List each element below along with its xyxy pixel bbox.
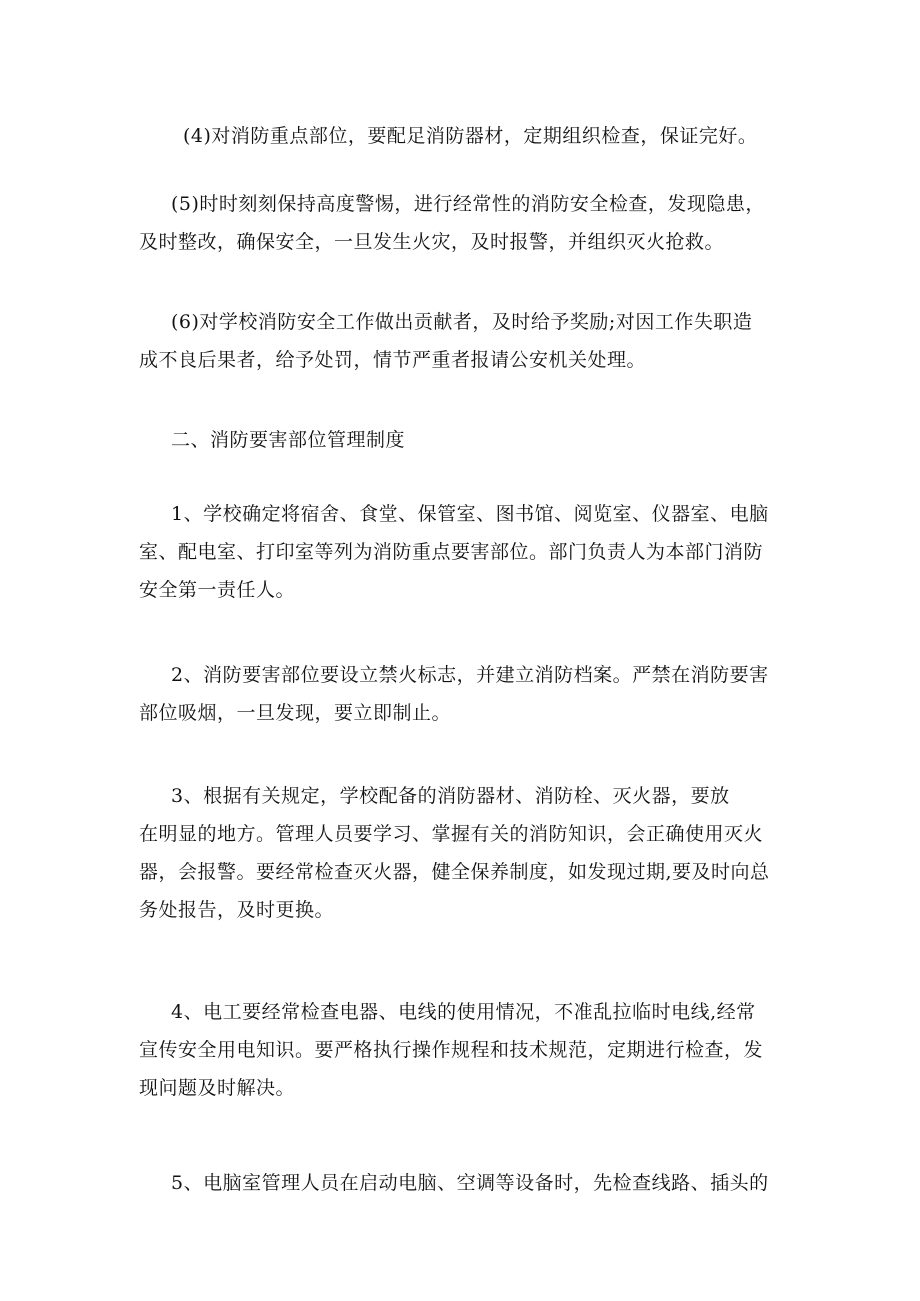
paragraph-item-5 bbox=[139, 185, 799, 261]
paragraph-line: 1、学校确定将宿舍、食堂、保管室、图书馆、阅览室、仪器室、电脑 bbox=[171, 503, 769, 525]
paragraph-line: 3、根据有关规定，学校配备的消防器材、消防栓、灭火器，要放 bbox=[171, 785, 730, 807]
paragraph-line: 安全第一责任人。 bbox=[139, 579, 296, 601]
paragraph-rule-3 bbox=[139, 777, 799, 929]
paragraph-item-6 bbox=[139, 303, 799, 379]
paragraph-line: 部位吸烟，一旦发现，要立即制止。 bbox=[139, 702, 452, 724]
paragraph-line: 现问题及时解决。 bbox=[139, 1077, 296, 1099]
paragraph-line: (5)时时刻刻保持高度警惕，进行经常性的消防安全检查，发现隐患， bbox=[171, 193, 765, 215]
paragraph-line: 5、电脑室管理人员在启动电脑、空调等设备时，先检查线路、插头的 bbox=[171, 1172, 769, 1194]
paragraph-line: (6)对学校消防安全工作做出贡献者，及时给予奖励;对因工作失职造 bbox=[171, 311, 753, 333]
paragraph-line: 宣传安全用电知识。要严格执行操作规程和技术规范，定期进行检查，发 bbox=[139, 1039, 764, 1061]
paragraph-line: 及时整改，确保安全，一旦发生火灾，及时报警，并组织灭火抢救。 bbox=[139, 231, 725, 253]
paragraph-line: (4)对消防重点部位，要配足消防器材，定期组织检查，保证完好。 bbox=[183, 125, 758, 147]
paragraph-line: 在明显的地方。管理人员要学习、掌握有关的消防知识，会正确使用灭火 bbox=[139, 823, 764, 845]
paragraph-line: 器，会报警。要经常检查灭火器，健全保养制度，如发现过期,要及时向总 bbox=[139, 861, 770, 883]
paragraph-line: 务处报告，及时更换。 bbox=[139, 899, 335, 921]
paragraph-line: 2、消防要害部位要设立禁火标志，并建立消防档案。严禁在消防要害 bbox=[171, 664, 769, 686]
paragraph-line: 4、电工要经常检查电器、电线的使用情况，不准乱拉临时电线,经常 bbox=[171, 1001, 756, 1023]
paragraph-item-4 bbox=[139, 117, 799, 155]
paragraph-rule-5 bbox=[139, 1164, 799, 1202]
paragraph-rule-1 bbox=[139, 495, 799, 609]
section-heading-text: 二、消防要害部位管理制度 bbox=[171, 429, 406, 451]
section-heading bbox=[139, 421, 799, 459]
paragraph-rule-2 bbox=[139, 656, 799, 732]
paragraph-line: 成不良后果者，给予处罚，情节严重者报请公安机关处理。 bbox=[139, 349, 647, 371]
paragraph-rule-4 bbox=[139, 993, 799, 1107]
paragraph-line: 室、配电室、打印室等列为消防重点要害部位。部门负责人为本部门消防 bbox=[139, 541, 764, 563]
